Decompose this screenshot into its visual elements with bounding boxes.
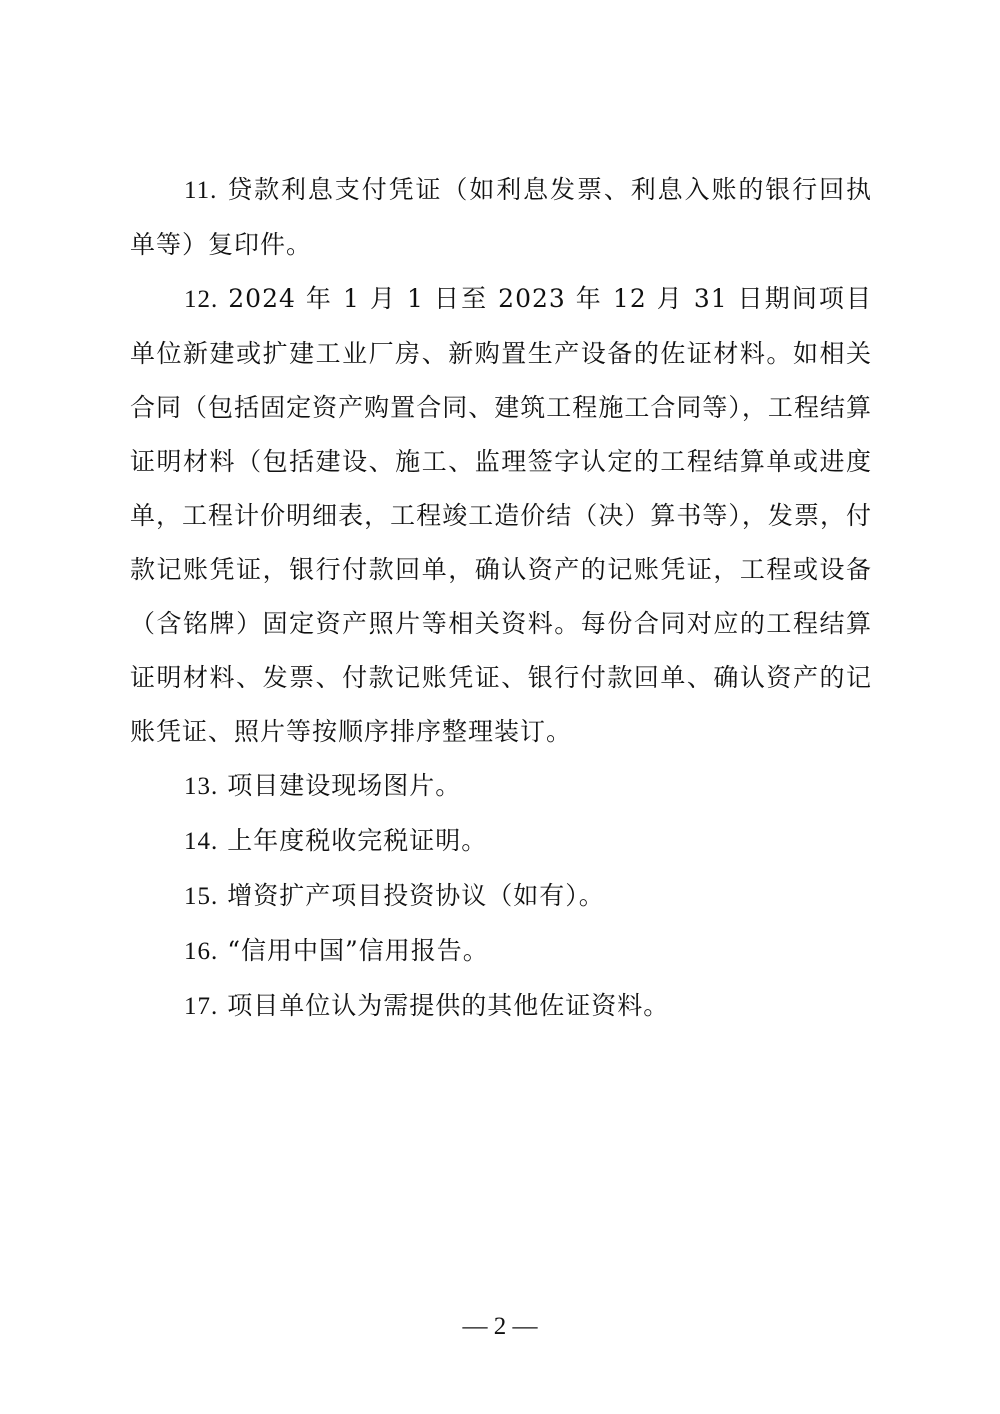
document-body xyxy=(130,163,872,1034)
item-number: 17. xyxy=(184,993,219,1020)
list-item-12 xyxy=(130,272,872,759)
list-item-14 xyxy=(130,814,872,869)
list-item-16 xyxy=(130,924,872,979)
item-number: 13. xyxy=(184,773,219,800)
item-number: 15. xyxy=(184,883,219,910)
item-text: 增资扩产项目投资协议（如有）。 xyxy=(227,881,605,910)
item-number: 14. xyxy=(184,828,219,855)
item-text: 项目单位认为需提供的其他佐证资料。 xyxy=(227,991,670,1020)
page-number: — 2 — xyxy=(462,1313,538,1340)
list-item-13 xyxy=(130,759,872,814)
item-number: 12. xyxy=(184,286,219,313)
list-item-15 xyxy=(130,869,872,924)
item-text: 项目建设现场图片。 xyxy=(227,771,462,800)
item-text: 贷款利息支付凭证（如利息发票、利息入账的银行回执单等）复印件。 xyxy=(130,175,872,259)
item-number: 11. xyxy=(184,177,218,204)
item-text: 上年度税收完税证明。 xyxy=(227,826,488,855)
list-item-17 xyxy=(130,979,872,1034)
item-number: 16. xyxy=(184,938,219,965)
item-text: “信用中国”信用报告。 xyxy=(227,936,489,965)
list-item-11 xyxy=(130,163,872,272)
item-text: 2024 年 1 月 1 日至 2023 年 12 月 31 日期间项目单位新建或扩建工业厂房、新购置生产设备的佐证材料。如相关合同（包括固定资产购置合同、建筑工程施工合同等），工程结算证明材料（包括建设、施工、监理签字认定的工程结算单或进度单，工程计价明细表，工程竣工造价结（决）算书等），发票，付款记账凭证，银行付款回单，确认资产的记账凭证，工程或设备（含铭牌）固定资产照片等相关资料。每份合同对应的工程结算证明材料、发票、付款记账凭证、银行付款回单、确认资产的记账凭证、照片等按顺序排序整理装订。 xyxy=(130,284,872,746)
